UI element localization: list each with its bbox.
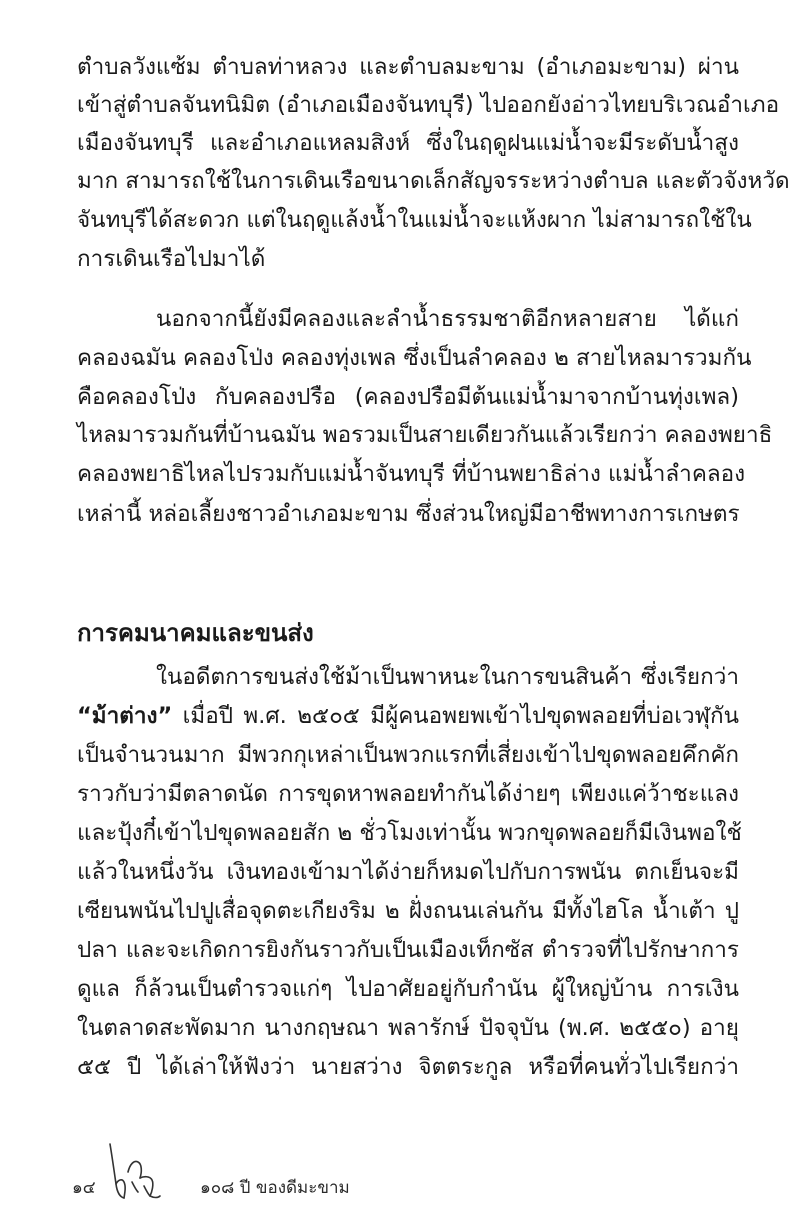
body-text-line: นอกจากนี้ยังมีคลองและลำน้ำธรรมชาติอีกหลายสาย ได้แก่ — [156, 306, 739, 332]
body-text-line: ในอดีตการขนส่งใช้ม้าเป็นพาหนะในการขนสินค้า ซึ่งเรียกว่า — [156, 664, 739, 690]
page-number: ๑๔ — [72, 1178, 96, 1198]
body-text-line: ไหลมารวมกันที่บ้านฉมัน พอรวมเป็นสายเดียวกันแล้วเรียกว่า คลองพยาธิ — [77, 422, 773, 448]
hand-drawn-logo-icon — [104, 1142, 162, 1202]
body-text-line: ดูแล ก็ล้วนเป็นตำรวจแก่ๆ ไปอาศัยอยู่กับกำนัน ผู้ใหญ่บ้าน การเงิน — [77, 976, 739, 1002]
body-text-line: เข้าสู่ตำบลจันทนิมิต (อำเภอเมืองจันทบุรี) ไปออกยังอ่าวไทยบริเวณอำเภอ — [77, 92, 780, 118]
body-text-line: ราวกับว่ามีตลาดนัด การขุดหาพลอยทำกันได้ง่ายๆ เพียงแค่ว้าชะแลง — [77, 781, 739, 807]
body-text-line: จันทบุรีได้สะดวก แต่ในฤดูแล้งน้ำในแม่น้ำจะแห้งผาก ไม่สามารถใช้ใน — [77, 207, 752, 233]
bold-term: “ม้าต่าง” — [77, 703, 173, 729]
body-text-line: ในตลาดสะพัดมาก นางกฤษณา พลารักษ์ ปัจจุบัน (พ.ศ. ๒๕๕๐) อายุ — [77, 1015, 739, 1041]
body-text-line: ๕๕ ปี ได้เล่าให้ฟังว่า นายสว่าง จิตตระกูล หรือที่คนทั่วไปเรียกว่า — [77, 1054, 739, 1080]
body-text-line: คือคลองโป่ง กับคลองปรือ (คลองปรือมีต้นแม่น้ำมาจากบ้านทุ่งเพล) — [77, 384, 739, 410]
body-text-line: เป็นจำนวนมาก มีพวกกุเหล่าเป็นพวกแรกที่เสี่ยงเข้าไปขุดพลอยคึกคัก — [77, 742, 739, 768]
body-text-line: แล้วในหนึ่งวัน เงินทองเข้ามาได้ง่ายก็หมดไปกับการพนัน ตกเย็นจะมี — [77, 859, 739, 885]
body-text-line: ตำบลวังแซ้ม ตำบลท่าหลวง และตำบลมะขาม (อำเภอมะขาม) ผ่าน — [77, 54, 739, 80]
body-text-line: เซียนพนันไปปูเสื่อจุดตะเกียงริม ๒ ฝั่งถนนเล่นกัน มีทั้งไฮโล น้ำเต้า ปู — [77, 898, 739, 924]
body-text-run: เมื่อปี พ.ศ. ๒๕๐๕ มีผู้คนอพยพเข้าไปขุดพลอยที่บ่อเวฬุกัน — [172, 703, 739, 729]
body-text-line: และปุ้งกี๋เข้าไปขุดพลอยสัก ๒ ชั่วโมงเท่านั้น พวกขุดพลอยก็มีเงินพอใช้ — [77, 820, 742, 846]
body-text-line: ปลา และจะเกิดการยิงกันราวกับเป็นเมืองเท็กซัส ตำรวจที่ไปรักษาการ — [77, 937, 739, 963]
section-heading: การคมนาคมและขนส่ง — [77, 619, 314, 647]
book-title: ๑๐๘ ปี ของดีมะขาม — [200, 1178, 350, 1198]
body-text-line: เหล่านี้ หล่อเลี้ยงชาวอำเภอมะขาม ซึ่งส่วนใหญ่มีอาชีพทางการเกษตร — [77, 501, 740, 527]
body-text-line — [77, 701, 739, 731]
body-text-line: มาก สามารถใช้ในการเดินเรือขนาดเล็กสัญจรระหว่างตำบล และตัวจังหวัด — [77, 168, 790, 194]
body-text-line: การเดินเรือไปมาได้ — [77, 246, 266, 272]
body-text-line: คลองฉมัน คลองโป่ง คลองทุ่งเพล ซึ่งเป็นลำคลอง ๒ สายไหลมารวมกัน — [77, 345, 752, 371]
body-text-line: คลองพยาธิไหลไปรวมกับแม่น้ำจันทบุรี ที่บ้านพยาธิล่าง แม่น้ำลำคลอง — [77, 461, 746, 487]
body-text-line: เมืองจันทบุรี และอำเภอแหลมสิงห์ ซึ่งในฤดูฝนแม่น้ำจะมีระดับน้ำสูง — [77, 130, 739, 156]
